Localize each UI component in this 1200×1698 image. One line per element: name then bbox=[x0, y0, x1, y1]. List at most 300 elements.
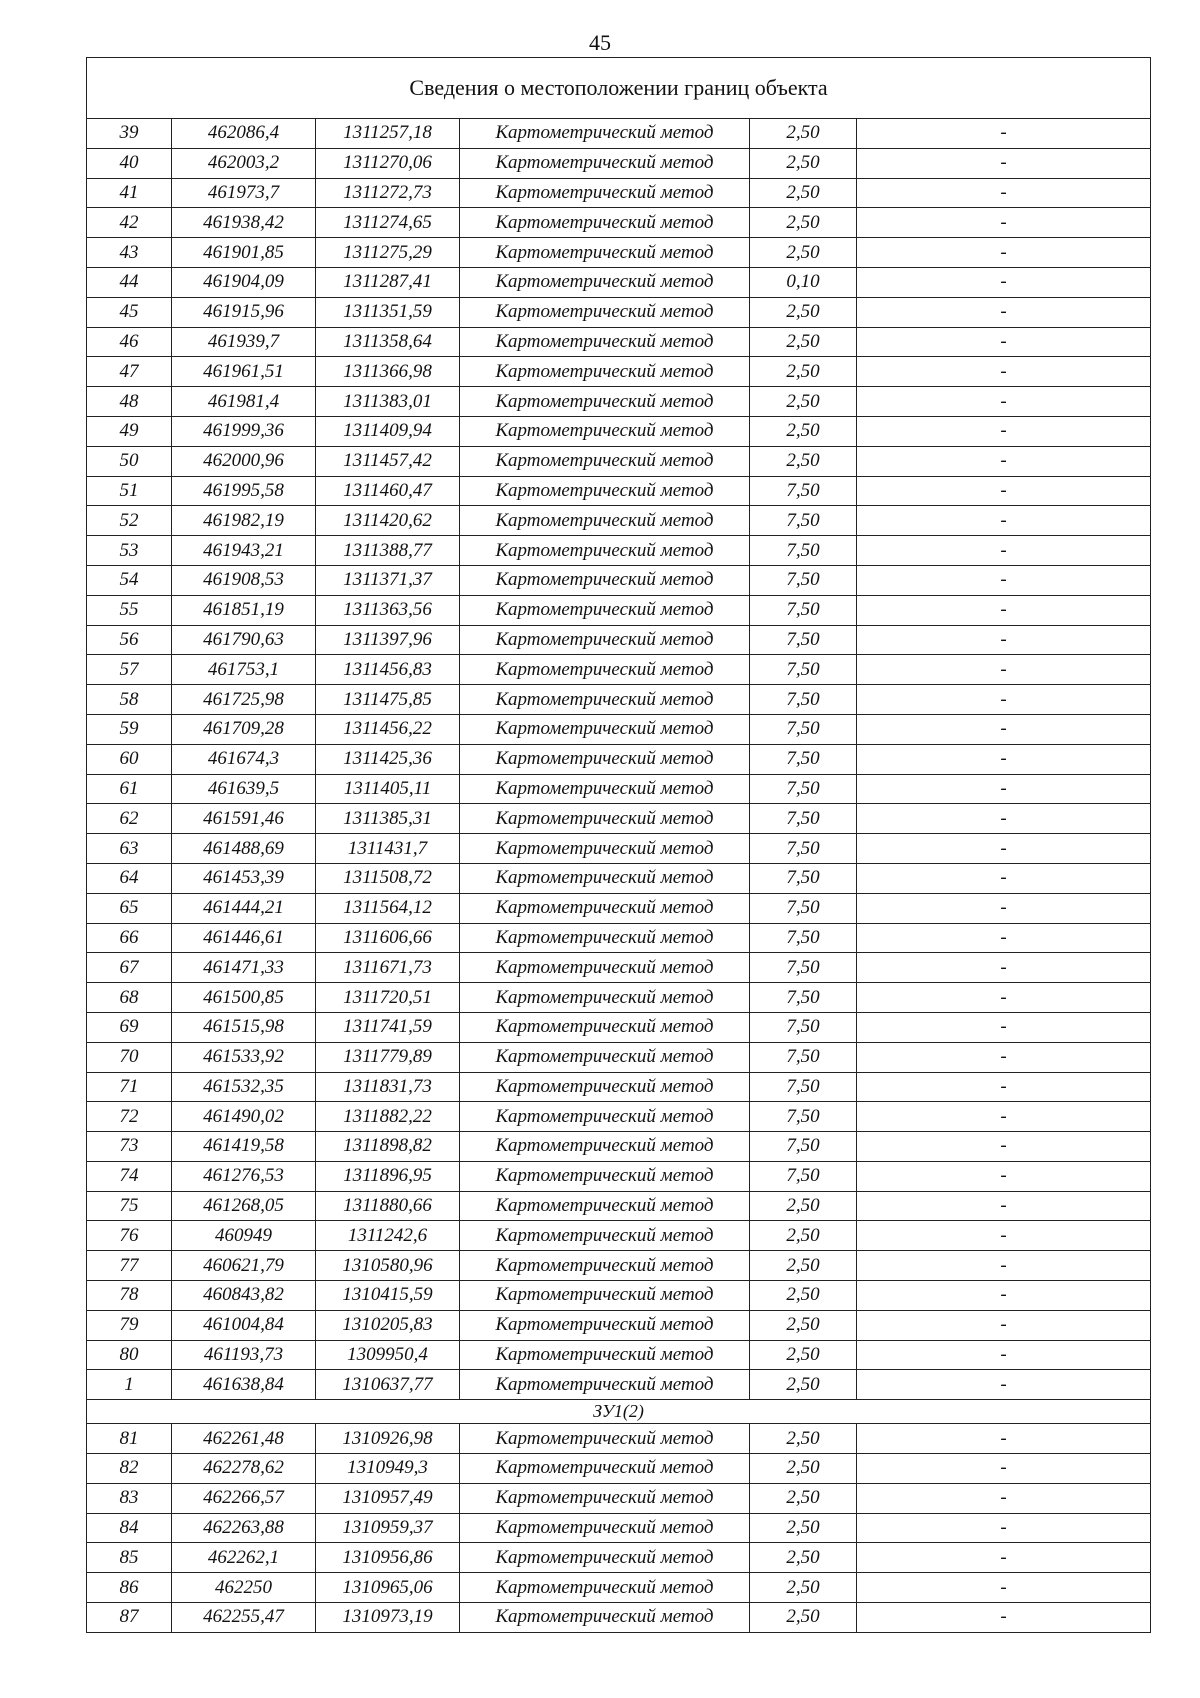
method-cell: Картометрический метод bbox=[460, 357, 750, 387]
point-number-cell: 49 bbox=[87, 416, 172, 446]
table-row bbox=[87, 1132, 1151, 1162]
point-number-cell: 60 bbox=[87, 744, 172, 774]
accuracy-cell: 7,50 bbox=[750, 923, 857, 953]
point-number-cell: 84 bbox=[87, 1513, 172, 1543]
method-cell: Картометрический метод bbox=[460, 267, 750, 297]
accuracy-cell: 7,50 bbox=[750, 1042, 857, 1072]
y-coordinate-cell: 1311741,59 bbox=[316, 1012, 460, 1042]
table-row bbox=[87, 744, 1151, 774]
method-cell: Картометрический метод bbox=[460, 655, 750, 685]
method-cell: Картометрический метод bbox=[460, 476, 750, 506]
y-coordinate-cell: 1310205,83 bbox=[316, 1310, 460, 1340]
y-coordinate-cell: 1311460,47 bbox=[316, 476, 460, 506]
x-coordinate-cell: 462263,88 bbox=[172, 1513, 316, 1543]
x-coordinate-cell: 461193,73 bbox=[172, 1340, 316, 1370]
accuracy-cell: 7,50 bbox=[750, 1132, 857, 1162]
point-number-cell: 61 bbox=[87, 774, 172, 804]
table-row bbox=[87, 267, 1151, 297]
accuracy-cell: 7,50 bbox=[750, 595, 857, 625]
x-coordinate-cell: 461753,1 bbox=[172, 655, 316, 685]
description-cell: - bbox=[857, 536, 1151, 566]
point-number-cell: 55 bbox=[87, 595, 172, 625]
accuracy-cell: 7,50 bbox=[750, 774, 857, 804]
point-number-cell: 73 bbox=[87, 1132, 172, 1162]
point-number-cell: 75 bbox=[87, 1191, 172, 1221]
x-coordinate-cell: 461901,85 bbox=[172, 238, 316, 268]
accuracy-cell: 7,50 bbox=[750, 953, 857, 983]
description-cell: - bbox=[857, 1042, 1151, 1072]
description-cell: - bbox=[857, 178, 1151, 208]
method-cell: Картометрический метод bbox=[460, 416, 750, 446]
x-coordinate-cell: 461674,3 bbox=[172, 744, 316, 774]
y-coordinate-cell: 1311351,59 bbox=[316, 297, 460, 327]
y-coordinate-cell: 1311420,62 bbox=[316, 506, 460, 536]
table-row bbox=[87, 1281, 1151, 1311]
description-cell: - bbox=[857, 1221, 1151, 1251]
accuracy-cell: 2,50 bbox=[750, 1513, 857, 1543]
point-number-cell: 66 bbox=[87, 923, 172, 953]
x-coordinate-cell: 461908,53 bbox=[172, 565, 316, 595]
table-row bbox=[87, 1454, 1151, 1484]
y-coordinate-cell: 1311363,56 bbox=[316, 595, 460, 625]
accuracy-cell: 7,50 bbox=[750, 744, 857, 774]
method-cell: Картометрический метод bbox=[460, 1221, 750, 1251]
x-coordinate-cell: 462000,96 bbox=[172, 446, 316, 476]
point-number-cell: 69 bbox=[87, 1012, 172, 1042]
point-number-cell: 64 bbox=[87, 863, 172, 893]
y-coordinate-cell: 1311456,83 bbox=[316, 655, 460, 685]
description-cell: - bbox=[857, 565, 1151, 595]
description-cell: - bbox=[857, 208, 1151, 238]
x-coordinate-cell: 461999,36 bbox=[172, 416, 316, 446]
x-coordinate-cell: 462086,4 bbox=[172, 119, 316, 149]
table-row bbox=[87, 1370, 1151, 1400]
method-cell: Картометрический метод bbox=[460, 238, 750, 268]
accuracy-cell: 7,50 bbox=[750, 863, 857, 893]
x-coordinate-cell: 462261,48 bbox=[172, 1424, 316, 1454]
description-cell: - bbox=[857, 1340, 1151, 1370]
method-cell: Картометрический метод bbox=[460, 983, 750, 1013]
x-coordinate-cell: 461995,58 bbox=[172, 476, 316, 506]
x-coordinate-cell: 461981,4 bbox=[172, 387, 316, 417]
description-cell: - bbox=[857, 119, 1151, 149]
x-coordinate-cell: 462003,2 bbox=[172, 148, 316, 178]
table-row bbox=[87, 1483, 1151, 1513]
description-cell: - bbox=[857, 1251, 1151, 1281]
x-coordinate-cell: 461943,21 bbox=[172, 536, 316, 566]
point-number-cell: 78 bbox=[87, 1281, 172, 1311]
table-row bbox=[87, 983, 1151, 1013]
description-cell: - bbox=[857, 1191, 1151, 1221]
y-coordinate-cell: 1311720,51 bbox=[316, 983, 460, 1013]
table-row bbox=[87, 327, 1151, 357]
y-coordinate-cell: 1310637,77 bbox=[316, 1370, 460, 1400]
description-cell: - bbox=[857, 1132, 1151, 1162]
description-cell: - bbox=[857, 1161, 1151, 1191]
point-number-cell: 85 bbox=[87, 1543, 172, 1573]
x-coordinate-cell: 461419,58 bbox=[172, 1132, 316, 1162]
accuracy-cell: 7,50 bbox=[750, 1161, 857, 1191]
description-cell: - bbox=[857, 655, 1151, 685]
x-coordinate-cell: 461961,51 bbox=[172, 357, 316, 387]
y-coordinate-cell: 1311882,22 bbox=[316, 1102, 460, 1132]
table-row bbox=[87, 506, 1151, 536]
table-row bbox=[87, 208, 1151, 238]
method-cell: Картометрический метод bbox=[460, 1424, 750, 1454]
accuracy-cell: 2,50 bbox=[750, 148, 857, 178]
point-number-cell: 62 bbox=[87, 804, 172, 834]
point-number-cell: 42 bbox=[87, 208, 172, 238]
description-cell: - bbox=[857, 357, 1151, 387]
description-cell: - bbox=[857, 685, 1151, 715]
x-coordinate-cell: 461939,7 bbox=[172, 327, 316, 357]
y-coordinate-cell: 1310949,3 bbox=[316, 1454, 460, 1484]
table-row bbox=[87, 387, 1151, 417]
x-coordinate-cell: 461725,98 bbox=[172, 685, 316, 715]
table-row bbox=[87, 1072, 1151, 1102]
point-number-cell: 87 bbox=[87, 1603, 172, 1633]
table-row bbox=[87, 178, 1151, 208]
point-number-cell: 57 bbox=[87, 655, 172, 685]
accuracy-cell: 2,50 bbox=[750, 357, 857, 387]
method-cell: Картометрический метод bbox=[460, 178, 750, 208]
point-number-cell: 74 bbox=[87, 1161, 172, 1191]
x-coordinate-cell: 460949 bbox=[172, 1221, 316, 1251]
accuracy-cell: 7,50 bbox=[750, 565, 857, 595]
method-cell: Картометрический метод bbox=[460, 1072, 750, 1102]
table-row bbox=[87, 119, 1151, 149]
x-coordinate-cell: 461532,35 bbox=[172, 1072, 316, 1102]
description-cell: - bbox=[857, 834, 1151, 864]
accuracy-cell: 2,50 bbox=[750, 178, 857, 208]
x-coordinate-cell: 462278,62 bbox=[172, 1454, 316, 1484]
method-cell: Картометрический метод bbox=[460, 1310, 750, 1340]
accuracy-cell: 7,50 bbox=[750, 476, 857, 506]
method-cell: Картометрический метод bbox=[460, 1161, 750, 1191]
accuracy-cell: 7,50 bbox=[750, 1012, 857, 1042]
description-cell: - bbox=[857, 1454, 1151, 1484]
table-row bbox=[87, 1191, 1151, 1221]
point-number-cell: 40 bbox=[87, 148, 172, 178]
x-coordinate-cell: 461004,84 bbox=[172, 1310, 316, 1340]
method-cell: Картометрический метод bbox=[460, 863, 750, 893]
x-coordinate-cell: 462266,57 bbox=[172, 1483, 316, 1513]
description-cell: - bbox=[857, 774, 1151, 804]
description-cell: - bbox=[857, 1603, 1151, 1633]
point-number-cell: 70 bbox=[87, 1042, 172, 1072]
table-row bbox=[87, 1513, 1151, 1543]
x-coordinate-cell: 461982,19 bbox=[172, 506, 316, 536]
accuracy-cell: 2,50 bbox=[750, 1483, 857, 1513]
description-cell: - bbox=[857, 1573, 1151, 1603]
table-row bbox=[87, 804, 1151, 834]
description-cell: - bbox=[857, 387, 1151, 417]
description-cell: - bbox=[857, 595, 1151, 625]
method-cell: Картометрический метод bbox=[460, 1102, 750, 1132]
y-coordinate-cell: 1310926,98 bbox=[316, 1424, 460, 1454]
description-cell: - bbox=[857, 893, 1151, 923]
x-coordinate-cell: 460621,79 bbox=[172, 1251, 316, 1281]
x-coordinate-cell: 461709,28 bbox=[172, 714, 316, 744]
y-coordinate-cell: 1310965,06 bbox=[316, 1573, 460, 1603]
y-coordinate-cell: 1311457,42 bbox=[316, 446, 460, 476]
point-number-cell: 65 bbox=[87, 893, 172, 923]
description-cell: - bbox=[857, 1012, 1151, 1042]
table-row bbox=[87, 1603, 1151, 1633]
accuracy-cell: 2,50 bbox=[750, 119, 857, 149]
boundary-table-container bbox=[86, 57, 1150, 1633]
description-cell: - bbox=[857, 1370, 1151, 1400]
table-row bbox=[87, 774, 1151, 804]
method-cell: Картометрический метод bbox=[460, 1132, 750, 1162]
y-coordinate-cell: 1311831,73 bbox=[316, 1072, 460, 1102]
table-row bbox=[87, 476, 1151, 506]
table-row bbox=[87, 834, 1151, 864]
method-cell: Картометрический метод bbox=[460, 148, 750, 178]
x-coordinate-cell: 461938,42 bbox=[172, 208, 316, 238]
page-number: 45 bbox=[589, 30, 611, 55]
point-number-cell: 44 bbox=[87, 267, 172, 297]
description-cell: - bbox=[857, 714, 1151, 744]
accuracy-cell: 2,50 bbox=[750, 416, 857, 446]
table-row bbox=[87, 655, 1151, 685]
x-coordinate-cell: 461490,02 bbox=[172, 1102, 316, 1132]
point-number-cell: 79 bbox=[87, 1310, 172, 1340]
y-coordinate-cell: 1310580,96 bbox=[316, 1251, 460, 1281]
method-cell: Картометрический метод bbox=[460, 119, 750, 149]
table-row bbox=[87, 923, 1151, 953]
point-number-cell: 82 bbox=[87, 1454, 172, 1484]
table-row bbox=[87, 416, 1151, 446]
accuracy-cell: 2,50 bbox=[750, 1340, 857, 1370]
y-coordinate-cell: 1311508,72 bbox=[316, 863, 460, 893]
table-body bbox=[87, 58, 1151, 1633]
y-coordinate-cell: 1311671,73 bbox=[316, 953, 460, 983]
table-title-row bbox=[87, 58, 1151, 119]
y-coordinate-cell: 1309950,4 bbox=[316, 1340, 460, 1370]
y-coordinate-cell: 1311242,6 bbox=[316, 1221, 460, 1251]
y-coordinate-cell: 1311898,82 bbox=[316, 1132, 460, 1162]
point-number-cell: 86 bbox=[87, 1573, 172, 1603]
y-coordinate-cell: 1311257,18 bbox=[316, 119, 460, 149]
description-cell: - bbox=[857, 238, 1151, 268]
x-coordinate-cell: 461591,46 bbox=[172, 804, 316, 834]
y-coordinate-cell: 1311383,01 bbox=[316, 387, 460, 417]
method-cell: Картометрический метод bbox=[460, 744, 750, 774]
y-coordinate-cell: 1311366,98 bbox=[316, 357, 460, 387]
accuracy-cell: 2,50 bbox=[750, 1424, 857, 1454]
y-coordinate-cell: 1311270,06 bbox=[316, 148, 460, 178]
y-coordinate-cell: 1310956,86 bbox=[316, 1543, 460, 1573]
x-coordinate-cell: 461533,92 bbox=[172, 1042, 316, 1072]
point-number-cell: 81 bbox=[87, 1424, 172, 1454]
table-row bbox=[87, 625, 1151, 655]
point-number-cell: 54 bbox=[87, 565, 172, 595]
y-coordinate-cell: 1310957,49 bbox=[316, 1483, 460, 1513]
accuracy-cell: 2,50 bbox=[750, 1573, 857, 1603]
x-coordinate-cell: 461639,5 bbox=[172, 774, 316, 804]
x-coordinate-cell: 461915,96 bbox=[172, 297, 316, 327]
table-row bbox=[87, 238, 1151, 268]
method-cell: Картометрический метод bbox=[460, 387, 750, 417]
method-cell: Картометрический метод bbox=[460, 1370, 750, 1400]
y-coordinate-cell: 1310959,37 bbox=[316, 1513, 460, 1543]
description-cell: - bbox=[857, 744, 1151, 774]
description-cell: - bbox=[857, 804, 1151, 834]
point-number-cell: 41 bbox=[87, 178, 172, 208]
method-cell: Картометрический метод bbox=[460, 1042, 750, 1072]
method-cell: Картометрический метод bbox=[460, 1251, 750, 1281]
description-cell: - bbox=[857, 476, 1151, 506]
point-number-cell: 83 bbox=[87, 1483, 172, 1513]
table-row bbox=[87, 714, 1151, 744]
point-number-cell: 46 bbox=[87, 327, 172, 357]
description-cell: - bbox=[857, 416, 1151, 446]
accuracy-cell: 2,50 bbox=[750, 1221, 857, 1251]
table-row bbox=[87, 1221, 1151, 1251]
point-number-cell: 48 bbox=[87, 387, 172, 417]
method-cell: Картометрический метод bbox=[460, 1454, 750, 1484]
y-coordinate-cell: 1311475,85 bbox=[316, 685, 460, 715]
table-row bbox=[87, 446, 1151, 476]
x-coordinate-cell: 461790,63 bbox=[172, 625, 316, 655]
point-number-cell: 63 bbox=[87, 834, 172, 864]
accuracy-cell: 7,50 bbox=[750, 1072, 857, 1102]
method-cell: Картометрический метод bbox=[460, 1543, 750, 1573]
description-cell: - bbox=[857, 1513, 1151, 1543]
point-number-cell: 67 bbox=[87, 953, 172, 983]
y-coordinate-cell: 1311425,36 bbox=[316, 744, 460, 774]
x-coordinate-cell: 461488,69 bbox=[172, 834, 316, 864]
description-cell: - bbox=[857, 1310, 1151, 1340]
x-coordinate-cell: 461471,33 bbox=[172, 953, 316, 983]
table-row bbox=[87, 595, 1151, 625]
x-coordinate-cell: 461638,84 bbox=[172, 1370, 316, 1400]
x-coordinate-cell: 461851,19 bbox=[172, 595, 316, 625]
y-coordinate-cell: 1310973,19 bbox=[316, 1603, 460, 1633]
description-cell: - bbox=[857, 923, 1151, 953]
method-cell: Картометрический метод bbox=[460, 1573, 750, 1603]
point-number-cell: 68 bbox=[87, 983, 172, 1013]
description-cell: - bbox=[857, 1483, 1151, 1513]
section-label: ЗУ1(2) bbox=[87, 1400, 1151, 1424]
table-row bbox=[87, 1340, 1151, 1370]
method-cell: Картометрический метод bbox=[460, 565, 750, 595]
accuracy-cell: 2,50 bbox=[750, 1281, 857, 1311]
description-cell: - bbox=[857, 148, 1151, 178]
table-row bbox=[87, 1161, 1151, 1191]
boundary-coordinates-table bbox=[86, 57, 1151, 1633]
accuracy-cell: 7,50 bbox=[750, 536, 857, 566]
description-cell: - bbox=[857, 267, 1151, 297]
method-cell: Картометрический метод bbox=[460, 834, 750, 864]
x-coordinate-cell: 462250 bbox=[172, 1573, 316, 1603]
y-coordinate-cell: 1311388,77 bbox=[316, 536, 460, 566]
y-coordinate-cell: 1310415,59 bbox=[316, 1281, 460, 1311]
description-cell: - bbox=[857, 983, 1151, 1013]
accuracy-cell: 7,50 bbox=[750, 893, 857, 923]
point-number-cell: 56 bbox=[87, 625, 172, 655]
method-cell: Картометрический метод bbox=[460, 804, 750, 834]
accuracy-cell: 7,50 bbox=[750, 685, 857, 715]
y-coordinate-cell: 1311896,95 bbox=[316, 1161, 460, 1191]
method-cell: Картометрический метод bbox=[460, 208, 750, 238]
method-cell: Картометрический метод bbox=[460, 1191, 750, 1221]
accuracy-cell: 2,50 bbox=[750, 297, 857, 327]
description-cell: - bbox=[857, 1281, 1151, 1311]
y-coordinate-cell: 1311275,29 bbox=[316, 238, 460, 268]
table-row bbox=[87, 148, 1151, 178]
method-cell: Картометрический метод bbox=[460, 1513, 750, 1543]
y-coordinate-cell: 1311456,22 bbox=[316, 714, 460, 744]
table-row bbox=[87, 1310, 1151, 1340]
point-number-cell: 45 bbox=[87, 297, 172, 327]
description-cell: - bbox=[857, 1102, 1151, 1132]
point-number-cell: 39 bbox=[87, 119, 172, 149]
y-coordinate-cell: 1311606,66 bbox=[316, 923, 460, 953]
table-row bbox=[87, 1251, 1151, 1281]
x-coordinate-cell: 461276,53 bbox=[172, 1161, 316, 1191]
table-title: Сведения о местоположении границ объекта bbox=[87, 58, 1151, 119]
description-cell: - bbox=[857, 327, 1151, 357]
method-cell: Картометрический метод bbox=[460, 506, 750, 536]
x-coordinate-cell: 462262,1 bbox=[172, 1543, 316, 1573]
table-row bbox=[87, 1543, 1151, 1573]
y-coordinate-cell: 1311405,11 bbox=[316, 774, 460, 804]
accuracy-cell: 2,50 bbox=[750, 387, 857, 417]
point-number-cell: 50 bbox=[87, 446, 172, 476]
point-number-cell: 80 bbox=[87, 1340, 172, 1370]
y-coordinate-cell: 1311397,96 bbox=[316, 625, 460, 655]
table-row bbox=[87, 1102, 1151, 1132]
x-coordinate-cell: 461515,98 bbox=[172, 1012, 316, 1042]
x-coordinate-cell: 461904,09 bbox=[172, 267, 316, 297]
description-cell: - bbox=[857, 446, 1151, 476]
y-coordinate-cell: 1311287,41 bbox=[316, 267, 460, 297]
y-coordinate-cell: 1311358,64 bbox=[316, 327, 460, 357]
x-coordinate-cell: 460843,82 bbox=[172, 1281, 316, 1311]
method-cell: Картометрический метод bbox=[460, 893, 750, 923]
point-number-cell: 71 bbox=[87, 1072, 172, 1102]
accuracy-cell: 7,50 bbox=[750, 1102, 857, 1132]
method-cell: Картометрический метод bbox=[460, 1340, 750, 1370]
table-row bbox=[87, 1424, 1151, 1454]
method-cell: Картометрический метод bbox=[460, 774, 750, 804]
description-cell: - bbox=[857, 506, 1151, 536]
y-coordinate-cell: 1311385,31 bbox=[316, 804, 460, 834]
point-number-cell: 59 bbox=[87, 714, 172, 744]
description-cell: - bbox=[857, 1543, 1151, 1573]
point-number-cell: 72 bbox=[87, 1102, 172, 1132]
method-cell: Картометрический метод bbox=[460, 1483, 750, 1513]
point-number-cell: 1 bbox=[87, 1370, 172, 1400]
accuracy-cell: 7,50 bbox=[750, 625, 857, 655]
point-number-cell: 58 bbox=[87, 685, 172, 715]
accuracy-cell: 2,50 bbox=[750, 1543, 857, 1573]
point-number-cell: 76 bbox=[87, 1221, 172, 1251]
table-row bbox=[87, 1042, 1151, 1072]
point-number-cell: 43 bbox=[87, 238, 172, 268]
table-row bbox=[87, 1012, 1151, 1042]
accuracy-cell: 2,50 bbox=[750, 1251, 857, 1281]
table-row bbox=[87, 297, 1151, 327]
method-cell: Картометрический метод bbox=[460, 714, 750, 744]
description-cell: - bbox=[857, 863, 1151, 893]
description-cell: - bbox=[857, 625, 1151, 655]
table-row bbox=[87, 685, 1151, 715]
accuracy-cell: 7,50 bbox=[750, 506, 857, 536]
accuracy-cell: 0,10 bbox=[750, 267, 857, 297]
